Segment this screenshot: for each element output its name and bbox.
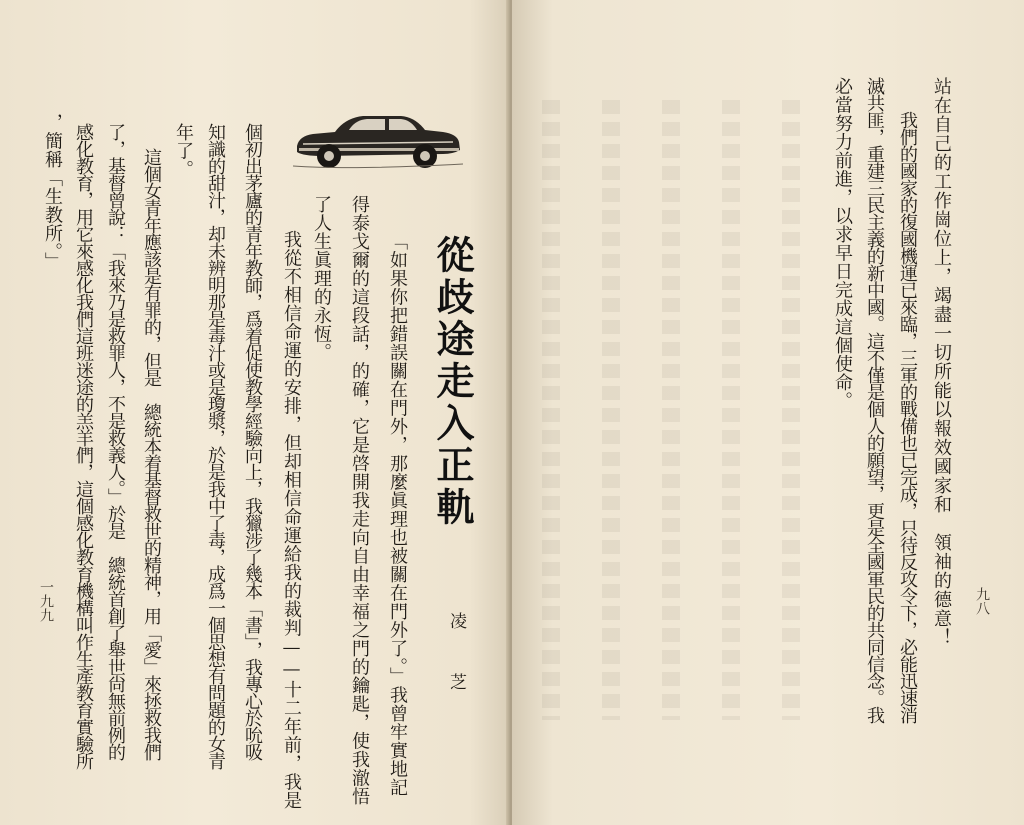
text-column: 了，基督曾說：「我來乃是救罪人，不是救義人。」於是 總統首創了舉世尙無前例的: [105, 123, 126, 760]
left-page: [0, 0, 510, 825]
text-column: 站在自己的工作崗位上，竭盡一切所能以報效國家和 領袖的德意！: [931, 77, 952, 647]
article-author: 凌 芝: [446, 612, 466, 702]
show-through-text: [542, 100, 560, 720]
text-column: 滅共匪，重建三民主義的新中國。這不僅是個人的願望，更是全國軍民的共同信念。我: [864, 77, 885, 723]
show-through-text: [662, 100, 680, 720]
text-column: 我們的國家的復國機運已來臨，三軍的戰備也已完成，只待反攻令下，必能迅速消: [897, 111, 918, 723]
car-illustration: [293, 108, 463, 174]
text-column: 我從不相信命運的安排，但却相信命運給我的裁判——十二年前，我是: [281, 230, 302, 810]
text-column: 感化教育，用它來感化我們這班迷途的羔羊們，這個感化教育機構叫作生產教育實驗所: [73, 123, 94, 769]
text-column: 這個女青年應該是有罪的，但是 總統本着基督救世的精神，用「愛」來拯救我們: [141, 148, 162, 760]
show-through-text: [782, 100, 800, 720]
show-through-text: [722, 100, 740, 720]
text-column: ，簡稱「生教所。」: [42, 113, 63, 271]
text-column: 知識的甜汁，却未辨明那是毒汁或是瓊漿，於是我中了毒，成爲一個思想有問題的女青: [205, 123, 226, 769]
text-column: 「如果你把錯誤關在門外，那麼眞理也被關在門外了。」我曾牢實地記: [387, 232, 408, 797]
article-title: 從歧途走入正軌: [430, 235, 474, 529]
text-column: 年了。: [173, 123, 194, 179]
show-through-text: [602, 100, 620, 720]
text-column: 了人生眞理的永恆。: [311, 195, 332, 362]
right-page: [512, 0, 1024, 825]
text-column: 得泰戈爾的這段話，的確，它是啓開我走向自由幸福之門的鑰匙，使我澈悟: [349, 195, 370, 806]
text-column: 必當努力前進，以求早日完成這個使命。: [832, 77, 853, 410]
page-number: 九八: [974, 587, 990, 615]
text-column: 個初出茅廬的青年教師，爲着促使教學經驗向上，我獵涉了幾本「書」，我專心於吮吸: [242, 123, 263, 760]
page-number: 一九九: [38, 580, 54, 622]
